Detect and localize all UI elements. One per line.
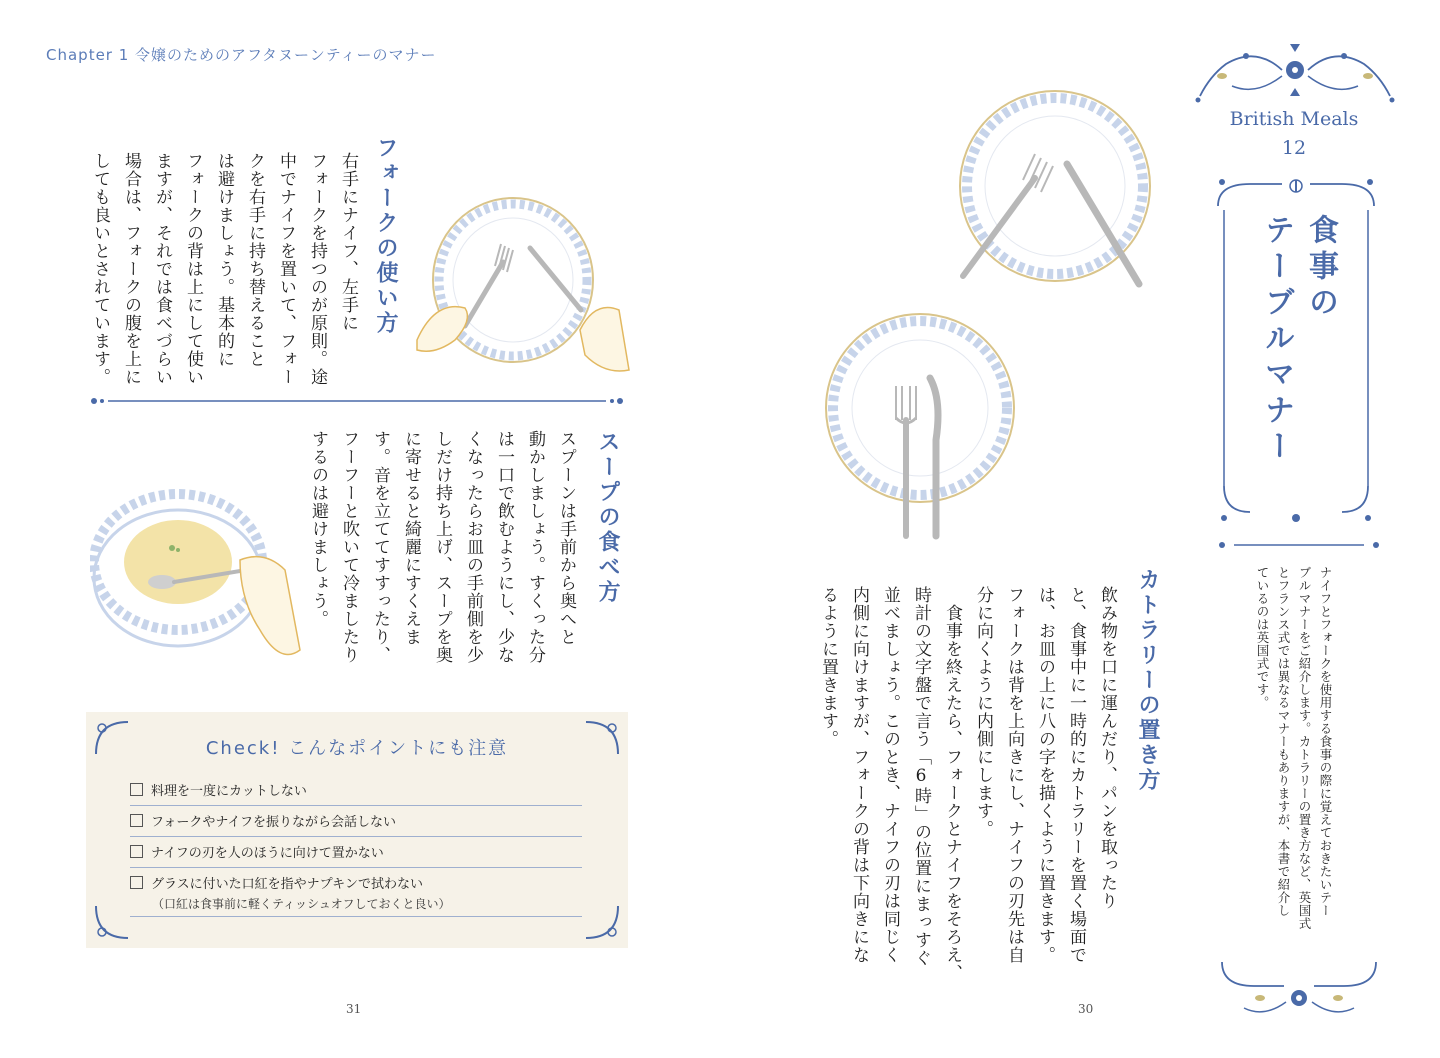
- fork-section-heading: フォークの使い方: [373, 136, 398, 336]
- floral-ornament-icon: [1186, 40, 1404, 110]
- check-item: フォークやナイフを振りながら会話しない: [130, 811, 582, 837]
- sidebar-title-line1: 食事の: [1303, 214, 1338, 322]
- check-item: ナイフの刃を人のほうに向けて置かない: [130, 842, 582, 868]
- soup-section-body: スプーンは手前から奥へと 動かしましょう。すくった分 は一口で飲むようにし、少な くなったらお皿の手前側を少 しだけ持ち上げ、スープを奥 に寄せると綺麗にすくえま す。音を立ててすすったり、 フーフーと吹いて冷ましたり するのは避けましょう。: [308, 430, 576, 664]
- title-frame: [1210, 166, 1382, 530]
- chapter-header: Chapter 1 令嬢のためのアフタヌーンティーのマナー: [46, 46, 437, 64]
- floral-ornament-icon: [1214, 958, 1384, 1022]
- corner-ornament-icon: [92, 902, 132, 942]
- check-item: グラスに付いた口紅を指やナプキンで拭わない: [130, 873, 582, 898]
- plate-resting-illustration: [945, 86, 1160, 301]
- soup-bowl-illustration: [90, 480, 310, 680]
- intro-ornament-top: [1214, 534, 1384, 556]
- fork-section-body: 右手にナイフ、左手に フォークを持つのが原則。途 中でナイフを置いて、フォー クを右手に持ち替えること は避けましょう。基本的に フォークの背は上にして使い ますが、それでは食べづらい 場合は、フォークの腹を上に しても良いとされています。: [90, 152, 358, 386]
- page-number-right: 30: [1078, 1002, 1094, 1016]
- cutlery-section-heading: カトラリーの置き方: [1135, 568, 1160, 793]
- plate-finished-illustration: [822, 310, 1022, 550]
- soup-section-heading: スープの食べ方: [595, 430, 620, 605]
- checkbox-icon: [130, 876, 143, 889]
- page-number-left: 31: [346, 1002, 362, 1016]
- check-item: 料理を一度にカットしない: [130, 780, 582, 806]
- british-meals-number: 12: [1281, 137, 1307, 159]
- check-note: （口紅は食事前に軽くティッシュオフしておくと良い）: [152, 897, 451, 911]
- checkbox-icon: [130, 814, 143, 827]
- sidebar-intro: ナイフとフォークを使用する食事の際に覚えておきたいテー ブルマナーをご紹介します。カトラリーの置き方など、英国式 とフランス式では異なるマナーもありますが、本書で紹介し ているのは英国式です。: [1255, 566, 1333, 930]
- plate-fork-illustration: [395, 180, 635, 385]
- checkbox-icon: [130, 783, 143, 796]
- check-title: Check! こんなポイントにも注意: [205, 738, 509, 759]
- section-divider: [84, 390, 630, 412]
- cutlery-section-body: 飲み物を口に運んだり、パンを取ったり と、食事中に一時的にカトラリーを置く場面で は、お皿の上に八の字を描くように置きます。 フォークは背を上向きにし、ナイフの刃先は自 分に向くように内側にします。 食事を終えたら、フォークとナイフをそろえ、 時計の文字盤で言う「6時」の位置にまっすぐ 並べましょう。このとき、ナイフの刃は同じく 内側に向けますが、フォークの背は下向きにな るように置きます。: [818, 586, 1117, 982]
- check-note-rule: [130, 916, 582, 917]
- check-box: [86, 712, 628, 948]
- british-meals-label: British Meals: [1229, 108, 1359, 130]
- sidebar-title-line2: テーブルマナー: [1259, 214, 1294, 466]
- checkbox-icon: [130, 845, 143, 858]
- corner-ornament-icon: [582, 902, 622, 942]
